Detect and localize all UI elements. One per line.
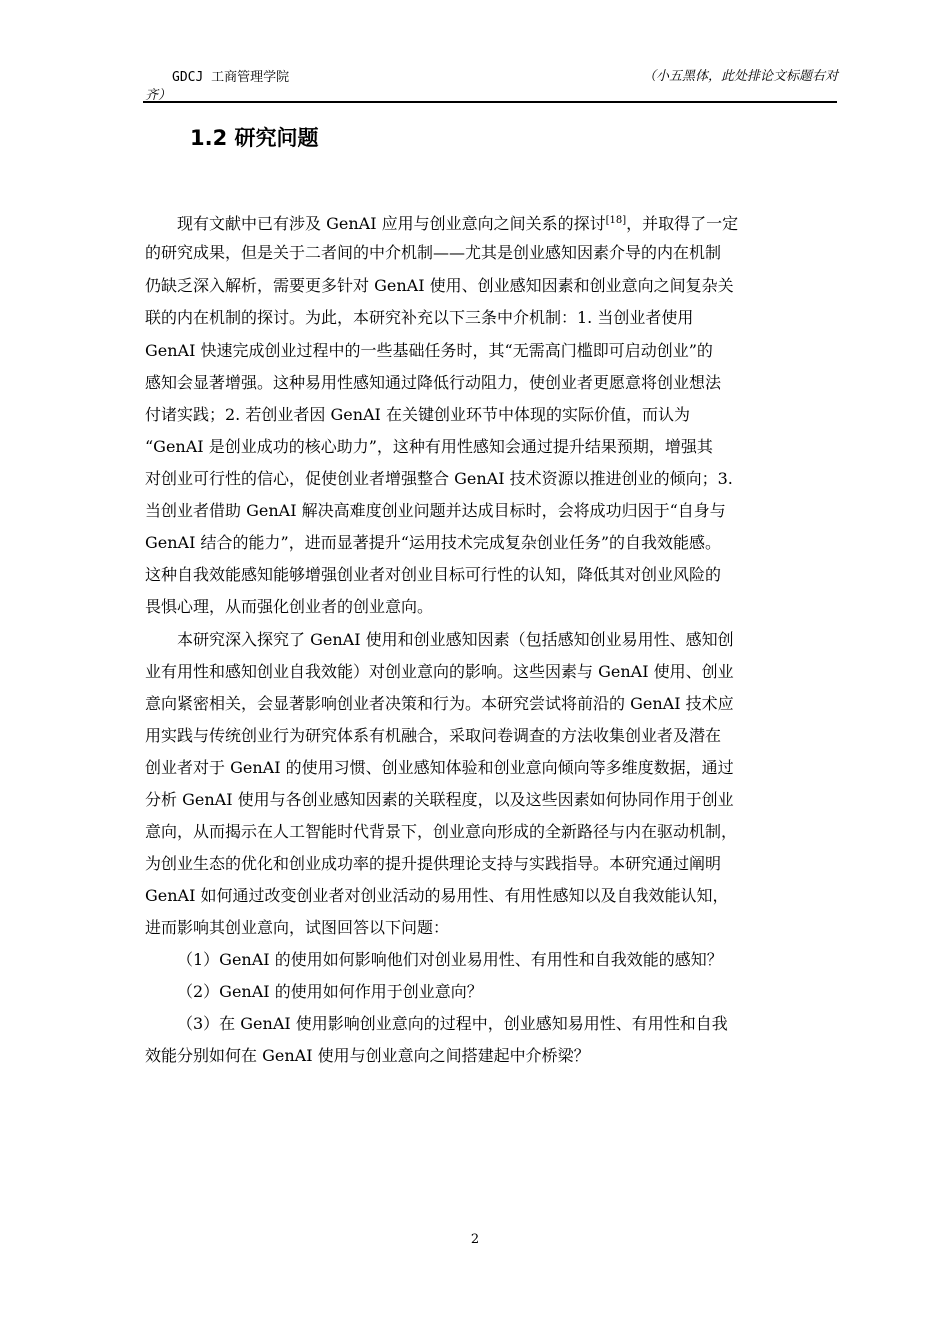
paragraph-1-line: 付诸实践；2. 若创业者因 GenAI 在关键创业环节中体现的实际价值，而认为 [145,405,690,424]
paragraph-1-line: 仍缺乏深入解析，需要更多针对 GenAI 使用、创业感知因素和创业意向之间复杂关 [145,276,734,295]
paragraph-1-line-1 [177,211,738,234]
paragraph-2-line: 意向，从而揭示在人工智能时代背景下，创业意向形成的全新路径与内在驱动机制， [145,822,738,841]
paragraph-1-line: 这种自我效能感知能够增强创业者对创业目标可行性的认知，降低其对创业风险的 [145,565,722,584]
paragraph-1-line: “GenAI 是创业成功的核心助力”，这种有用性感知会通过提升结果预期，增强其 [145,437,713,456]
section-title: 1.2 研究问题 [190,126,319,150]
paragraph-2-line: GenAI 如何通过改变创业者对创业活动的易用性、有用性感知以及自我效能认知， [145,886,729,905]
research-question-3-continued: 效能分别如何在 GenAI 使用与创业意向之间搭建起中介桥梁？ [145,1046,590,1065]
header-rule [143,101,837,103]
paragraph-1-line: 当创业者借助 GenAI 解决高难度创业问题并达成目标时，会将成功归因于“自身与 [145,501,726,520]
paragraph-1-line: 联的内在机制的探讨。为此，本研究补充以下三条中介机制：1. 当创业者使用 [145,308,694,327]
paragraph-1-line-1-text: 现有文献中已有涉及 GenAI 应用与创业意向之间关系的探讨 [177,214,606,233]
paragraph-1-line: 对创业可行性的信心，促使创业者增强整合 GenAI 技术资源以推进创业的倾向；3. [145,469,733,488]
paragraph-1-line: 畏惧心理，从而强化创业者的创业意向。 [145,597,434,616]
paragraph-2-line: 为创业生态的优化和创业成功率的提升提供理论支持与实践指导。本研究通过阐明 [145,854,722,873]
citation-18: [18] [605,215,627,226]
page-number: 2 [470,1232,480,1247]
research-question-1: （1）GenAI 的使用如何影响他们对创业易用性、有用性和自我效能的感知？ [177,950,723,969]
paragraph-2-line: 意向紧密相关，会显著影响创业者决策和行为。本研究尝试将前沿的 GenAI 技术应 [145,694,734,713]
research-question-3: （3）在 GenAI 使用影响创业意向的过程中，创业感知易用性、有用性和自我 [177,1014,728,1033]
paragraph-2-line: 进而影响其创业意向，试图回答以下问题： [145,918,450,937]
paragraph-1-line: 的研究成果，但是关于二者间的中介机制——尤其是创业感知因素介导的内在机制 [145,243,722,262]
paragraph-2-line: 业有用性和感知创业自我效能）对创业意向的影响。这些因素与 GenAI 使用、创业 [145,662,734,681]
paragraph-2-line: 用实践与传统创业行为研究体系有机融合，采取问卷调查的方法收集创业者及潜在 [145,726,722,745]
paragraph-2-line: 创业者对于 GenAI 的使用习惯、创业感知体验和创业意向倾向等多维度数据，通过 [145,758,734,777]
header-title-note: （小五黑体，此处排论文标题右对 [642,69,838,84]
paragraph-1-line: GenAI 结合的能力”，进而显著提升“运用技术完成复杂创业任务”的自我效能感。 [145,533,722,552]
paragraph-1-line-1-tail: ，并取得了一定 [626,214,739,233]
paragraph-2-line: 分析 GenAI 使用与各创业感知因素的关联程度，以及这些因素如何协同作用于创业 [145,790,734,809]
paragraph-2-line: 本研究深入探究了 GenAI 使用和创业感知因素（包括感知创业易用性、感知创 [177,630,734,649]
research-question-2: （2）GenAI 的使用如何作用于创业意向？ [177,982,483,1001]
paragraph-1-line: 感知会显著增强。这种易用性感知通过降低行动阻力，使创业者更愿意将创业想法 [145,373,722,392]
header-institution: GDCJ 工商管理学院 [172,70,290,85]
header-title-note-wrap: 齐） [145,88,172,103]
paragraph-1-line: GenAI 快速完成创业过程中的一些基础任务时，其“无需高门槛即可启动创业”的 [145,341,713,360]
